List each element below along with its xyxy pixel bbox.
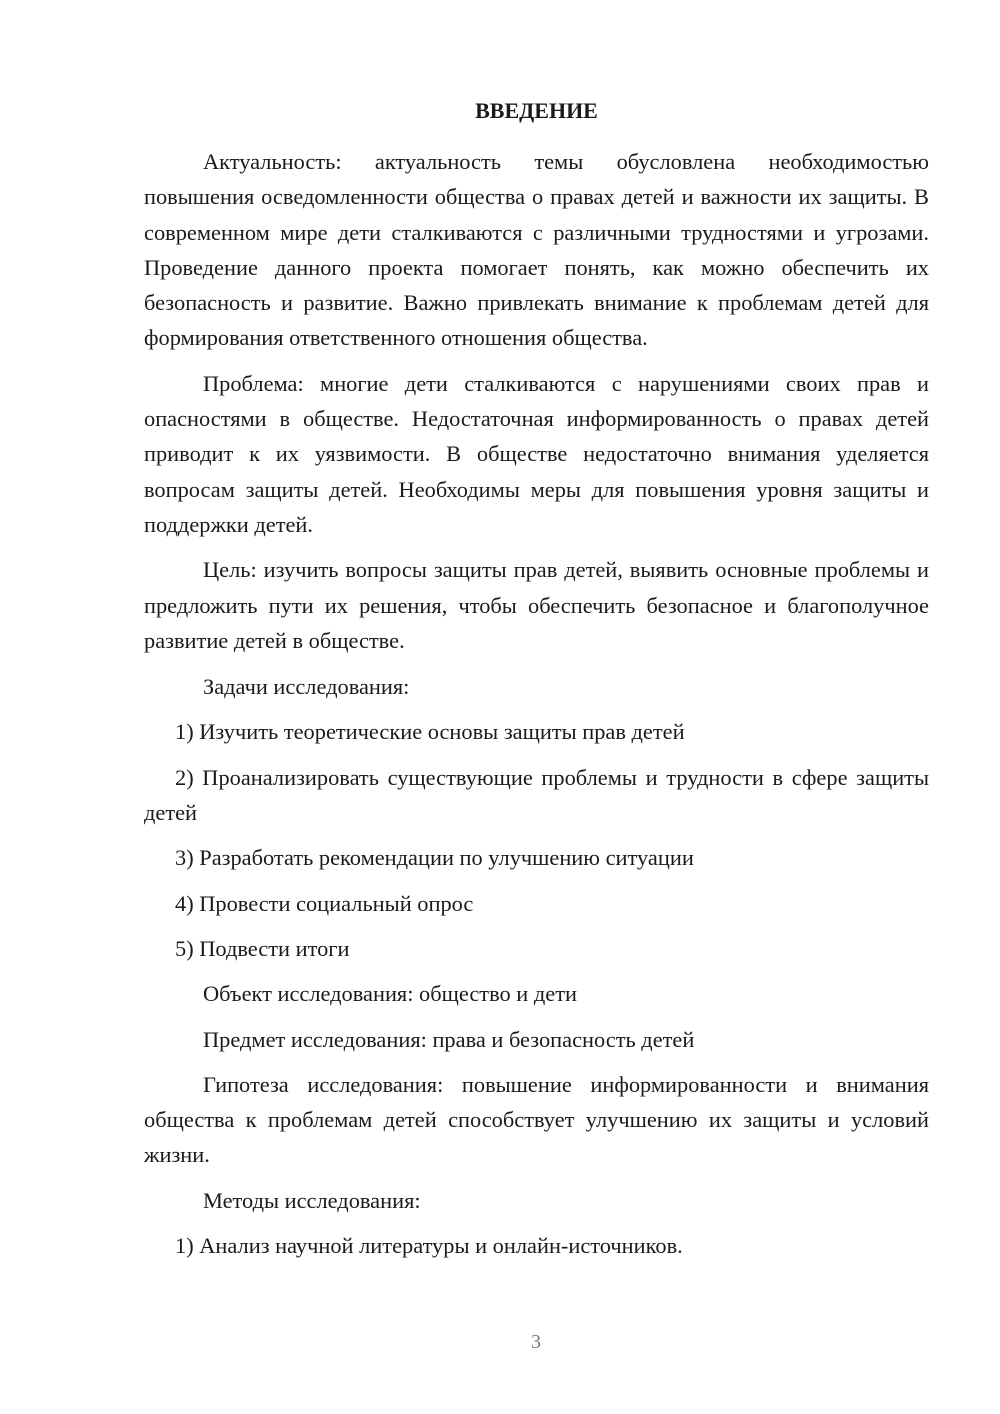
methods-heading: Методы исследования:: [203, 1187, 421, 1213]
research-object: Объект исследования: общество и дети: [203, 981, 577, 1007]
task-item-2: 2) Проанализировать существующие проблемы и трудности в сфере защиты детей: [144, 764, 929, 826]
research-subject: Предмет исследования: права и безопасность детей: [203, 1026, 695, 1052]
task-item-1: 1) Изучить теоретические основы защиты прав детей: [175, 719, 685, 745]
tasks-heading: Задачи исследования:: [203, 674, 410, 700]
page-number: 3: [531, 1331, 541, 1353]
hypothesis-paragraph: Гипотеза исследования: повышение информированности и внимания общества к проблемам детей способствует улучшению их защиты и условий жизни.: [144, 1071, 929, 1168]
page-title: ВВЕДЕНИЕ: [475, 98, 598, 123]
method-item-1: 1) Анализ научной литературы и онлайн-источников.: [175, 1233, 683, 1259]
document-body: [144, 94, 929, 1273]
task-item-5: 5) Подвести итоги: [175, 935, 350, 961]
problem-paragraph: Проблема: многие дети сталкиваются с нарушениями своих прав и опасностями в обществе. Недостаточная информированность о правах детей приводит к их уязвимости. В обществе недостаточно внимания уделяется вопросам защиты детей. Необходимы меры для повышения уровня защиты и поддержки детей.: [144, 370, 929, 537]
goal-paragraph: Цель: изучить вопросы защиты прав детей, выявить основные проблемы и предложить пути их решения, чтобы обеспечить безопасное и благополучное развитие детей в обществе.: [144, 557, 929, 653]
relevance-paragraph: Актуальность: актуальность темы обусловлена необходимостью повышения осведомленности общества о правах детей и важности их защиты. В современном мире дети сталкиваются с различными трудностями и угрозами. Проведение данного проекта помогает понять, как можно обеспечить их безопасность и развитие. Важно привлекать внимание к проблемам детей для формирования ответственного отношения общества.: [144, 149, 929, 351]
task-item-3: 3) Разработать рекомендации по улучшению ситуации: [175, 845, 694, 871]
task-item-4: 4) Провести социальный опрос: [175, 890, 474, 916]
